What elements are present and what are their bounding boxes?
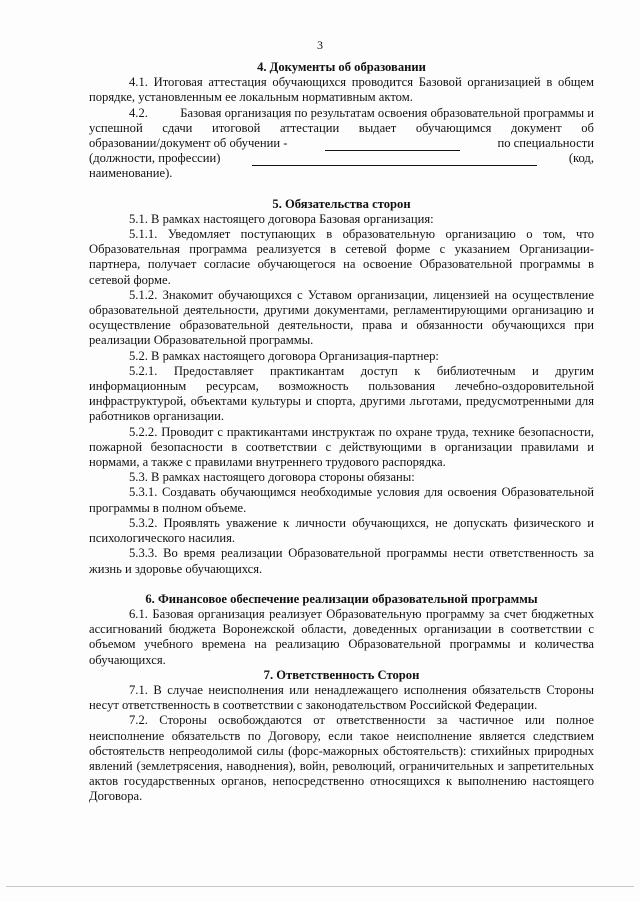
section-5-title: 5. Обязательства сторон xyxy=(272,196,411,211)
paragraph-5-2-1: 5.2.1. Предоставляет практикантам доступ к библиотечным и другим информационным ресурсам, возможность пользования лечебно-оздоровительной инфраструктурой, объектами культуры и спорта, другими льготами, предусмотренными для работников организации. xyxy=(89,363,594,424)
paragraph-6-1: 6.1. Базовая организация реализует Образовательную программу за счет бюджетных ассигнований бюджета Воронежской области, доведенных организации в соответствии с объемом учебного времена на реализацию Образовательной программы и количества обучающихся. xyxy=(89,606,594,667)
section-7-title: 7. Ответственность Сторон xyxy=(263,667,420,682)
scan-edge-line xyxy=(6,886,634,887)
p42-word: итоговой xyxy=(211,120,261,135)
name-label: наименование). xyxy=(89,166,173,181)
paragraph-4-1: 4.1. Итоговая аттестация обучающихся проводится Базовой организацией в общем порядке, установленным ее локальным нормативным актом. xyxy=(89,75,594,105)
specialty-blank-line[interactable] xyxy=(252,151,537,166)
paragraph-5-1: 5.1. В рамках настоящего договора Базовая организация: xyxy=(129,211,434,226)
page-number: 3 xyxy=(317,38,323,52)
paragraph-4-2-num: 4.2. xyxy=(129,105,148,120)
paragraph-7-1: 7.1. В случае неисполнения или ненадлежащего исполнения обязательств Стороны несут ответственность в соответствии с законодательством Российской Федерации. xyxy=(89,682,594,713)
paragraph-5-2: 5.2. В рамках настоящего договора Организация-партнер: xyxy=(129,348,439,363)
paragraph-5-1-1: 5.1.1. Уведомляет поступающих в образовательную организацию о том, что Образовательная программа реализуется в сетевой форме с указанием Организации-партнера, получает согласие обучающегося на освоение Образовательной программы в сетевой форме. xyxy=(89,227,594,287)
education-doc-label: образовании/документ об обучении - xyxy=(89,136,288,151)
p42-word: сдачи xyxy=(162,120,193,135)
paragraph-4-2-text: Базовая организация по результатам освоения образовательной программы и xyxy=(180,105,594,120)
paragraph-5-3-2: 5.3.2. Проявлять уважение к личности обучающихся, не допускать физического и психологического насилия. xyxy=(89,515,594,546)
section-6-title: 6. Финансовое обеспечение реализации образовательной программы xyxy=(145,591,538,606)
paragraph-5-1-2: 5.1.2. Знакомит обучающихся с Уставом организации, лицензией на осуществление образовательной деятельности, другими документами, регламентирующими организацию и осуществление образовательной деятельности, права и обязанности обучающихся при реализации Образовательной программы. xyxy=(89,287,594,348)
p42-word: аттестации xyxy=(279,120,340,135)
position-label: (должности, профессии) xyxy=(89,151,221,166)
paragraph-5-2-2: 5.2.2. Проводит с практикантами инструктаж по охране труда, технике безопасности, пожарной безопасности в соответствии с действующими в организации правилами и нормами, а также с правилами внутреннего трудового распорядка. xyxy=(89,424,594,470)
section-4-title: 4. Документы об образовании xyxy=(257,60,426,74)
paragraph-7-2: 7.2. Стороны освобождаются от ответственности за частичное или полное неисполнение обязательств по Договору, если такое неисполнение является следствием обстоятельств непреодолимой силы (форс-мажорных обстоятельств): стихийных природных явлений (землетрясения, наводнения), войн, революций, ограничительных и запретительных актов государственных органов, непосредственно относящихся к выполнению настоящего Договора. xyxy=(89,713,594,804)
p42-word: обучающимся xyxy=(415,120,492,135)
code-label: (код, xyxy=(568,151,594,166)
p42-word: документ xyxy=(511,120,562,135)
paragraph-4-2 xyxy=(89,106,594,182)
document-blank-line[interactable] xyxy=(325,136,460,151)
p42-word: об xyxy=(581,120,594,135)
specialty-label: по специальности xyxy=(497,136,594,151)
page-content xyxy=(89,60,594,805)
paragraph-5-3: 5.3. В рамках настоящего договора стороны обязаны: xyxy=(129,470,415,485)
p42-word: выдает xyxy=(358,120,397,135)
paragraph-5-3-1: 5.3.1. Создавать обучающимся необходимые условия для освоения Образовательной программы в полном объеме. xyxy=(89,485,594,515)
paragraph-5-3-3: 5.3.3. Во время реализации Образовательной программы нести ответственность за жизнь и здоровье обучающихся. xyxy=(89,546,594,576)
p42-word: успешной xyxy=(89,120,143,135)
